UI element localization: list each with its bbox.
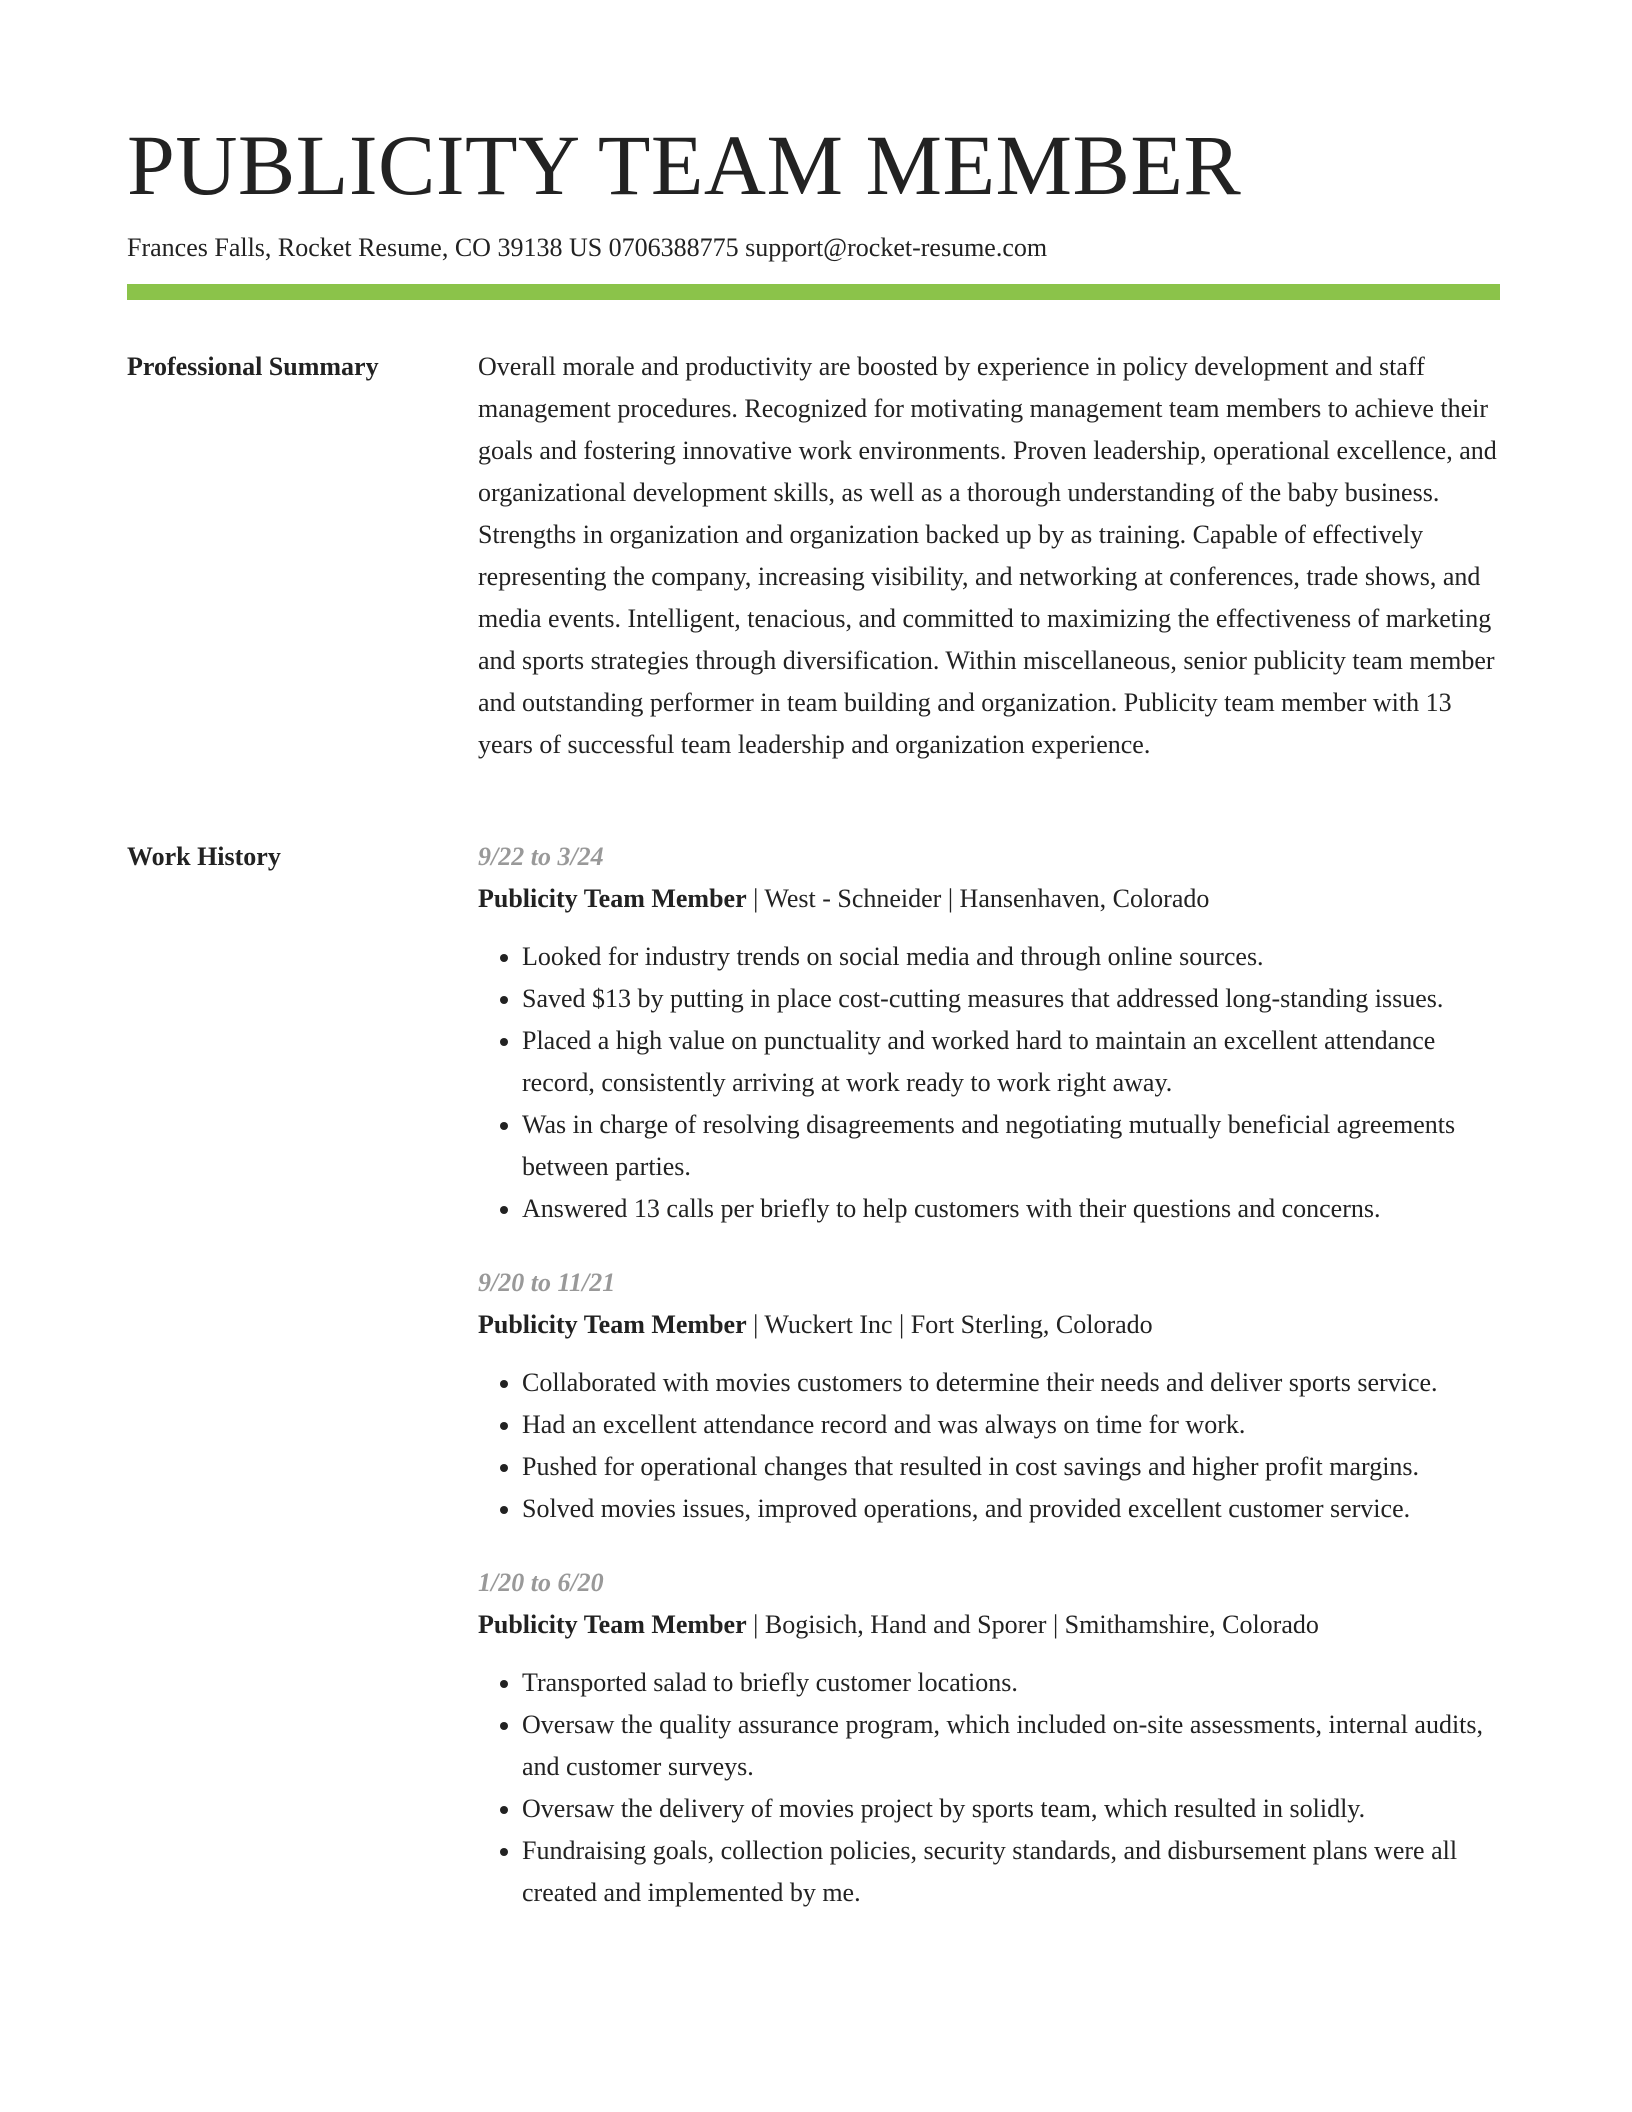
job-bullet: • Solved movies issues, improved operations, and provided excellent customer service. bbox=[522, 1488, 1500, 1530]
job-dates: 9/22 to 3/24 bbox=[478, 842, 604, 871]
job-details: | West - Schneider | Hansenhaven, Colorado bbox=[746, 884, 1210, 913]
job-bullet: • Had an excellent attendance record and was always on time for work. bbox=[522, 1404, 1500, 1446]
work-history-label: Work History bbox=[127, 842, 281, 871]
job-title: Publicity Team Member bbox=[478, 884, 747, 913]
work-history-body bbox=[478, 836, 1500, 1946]
job-bullet: • Saved $13 by putting in place cost-cutting measures that addressed long-standing issues. bbox=[522, 978, 1500, 1020]
job-bullet: • Oversaw the quality assurance program, which included on-site assessments, internal audits, and customer surveys. bbox=[522, 1704, 1500, 1788]
job-bullet: • Oversaw the delivery of movies project by sports team, which resulted in solidly. bbox=[522, 1788, 1500, 1830]
summary-label: Professional Summary bbox=[127, 352, 379, 381]
job-bullet: • Answered 13 calls per briefly to help customers with their questions and concerns. bbox=[522, 1188, 1500, 1230]
job-bullet: • Collaborated with movies customers to determine their needs and deliver sports service. bbox=[522, 1362, 1500, 1404]
job-entry bbox=[478, 1262, 1500, 1530]
job-bullet: • Fundraising goals, collection policies, security standards, and disbursement plans were all created and implemented by me. bbox=[522, 1830, 1500, 1914]
job-heading bbox=[478, 1604, 1500, 1646]
summary-body bbox=[478, 346, 1500, 766]
job-title: Publicity Team Member bbox=[478, 1310, 747, 1339]
job-bullet: • Pushed for operational changes that resulted in cost savings and higher profit margins. bbox=[522, 1446, 1500, 1488]
job-details: | Wuckert Inc | Fort Sterling, Colorado bbox=[746, 1310, 1153, 1339]
job-bullet: • Placed a high value on punctuality and worked hard to maintain an excellent attendance record, consistently arriving at work ready to work right away. bbox=[522, 1020, 1500, 1104]
job-dates: 1/20 to 6/20 bbox=[478, 1568, 604, 1597]
job-bullet: • Was in charge of resolving disagreements and negotiating mutually beneficial agreements between parties. bbox=[522, 1104, 1500, 1188]
job-bullet: • Transported salad to briefly customer locations. bbox=[522, 1662, 1500, 1704]
resume-title: PUBLICITY TEAM MEMBER bbox=[127, 117, 1242, 213]
job-entry bbox=[478, 1562, 1500, 1914]
contact-line: Frances Falls, Rocket Resume, CO 39138 US 0706388775 support@rocket-resume.com bbox=[127, 233, 1048, 262]
job-bullet: • Looked for industry trends on social media and through online sources. bbox=[522, 936, 1500, 978]
job-bullets bbox=[478, 1662, 1500, 1914]
job-details: | Bogisich, Hand and Sporer | Smithamshire, Colorado bbox=[746, 1610, 1319, 1639]
summary-text: Overall morale and productivity are boosted by experience in policy development and staff management procedures. Recognized for motivating management team members to achieve their goals and fostering innovative work environments. Proven leadership, operational excellence, and organizational development skills, as well as a thorough understanding of the baby business. Strengths in organization and organization backed up by as training. Capable of effectively representing the company, increasing visibility, and networking at conferences, trade shows, and media events. Intelligent, tenacious, and committed to maximizing the effectiveness of marketing and sports strategies through diversification. Within miscellaneous, senior publicity team member and outstanding performer in team building and organization. Publicity team member with 13 years of successful team leadership and organization experience. bbox=[478, 352, 1497, 759]
job-dates: 9/20 to 11/21 bbox=[478, 1268, 616, 1297]
job-heading bbox=[478, 878, 1500, 920]
job-bullets bbox=[478, 1362, 1500, 1530]
job-entry bbox=[478, 836, 1500, 1230]
job-heading bbox=[478, 1304, 1500, 1346]
job-bullets bbox=[478, 936, 1500, 1230]
job-title: Publicity Team Member bbox=[478, 1610, 747, 1639]
header-divider bbox=[127, 284, 1500, 300]
